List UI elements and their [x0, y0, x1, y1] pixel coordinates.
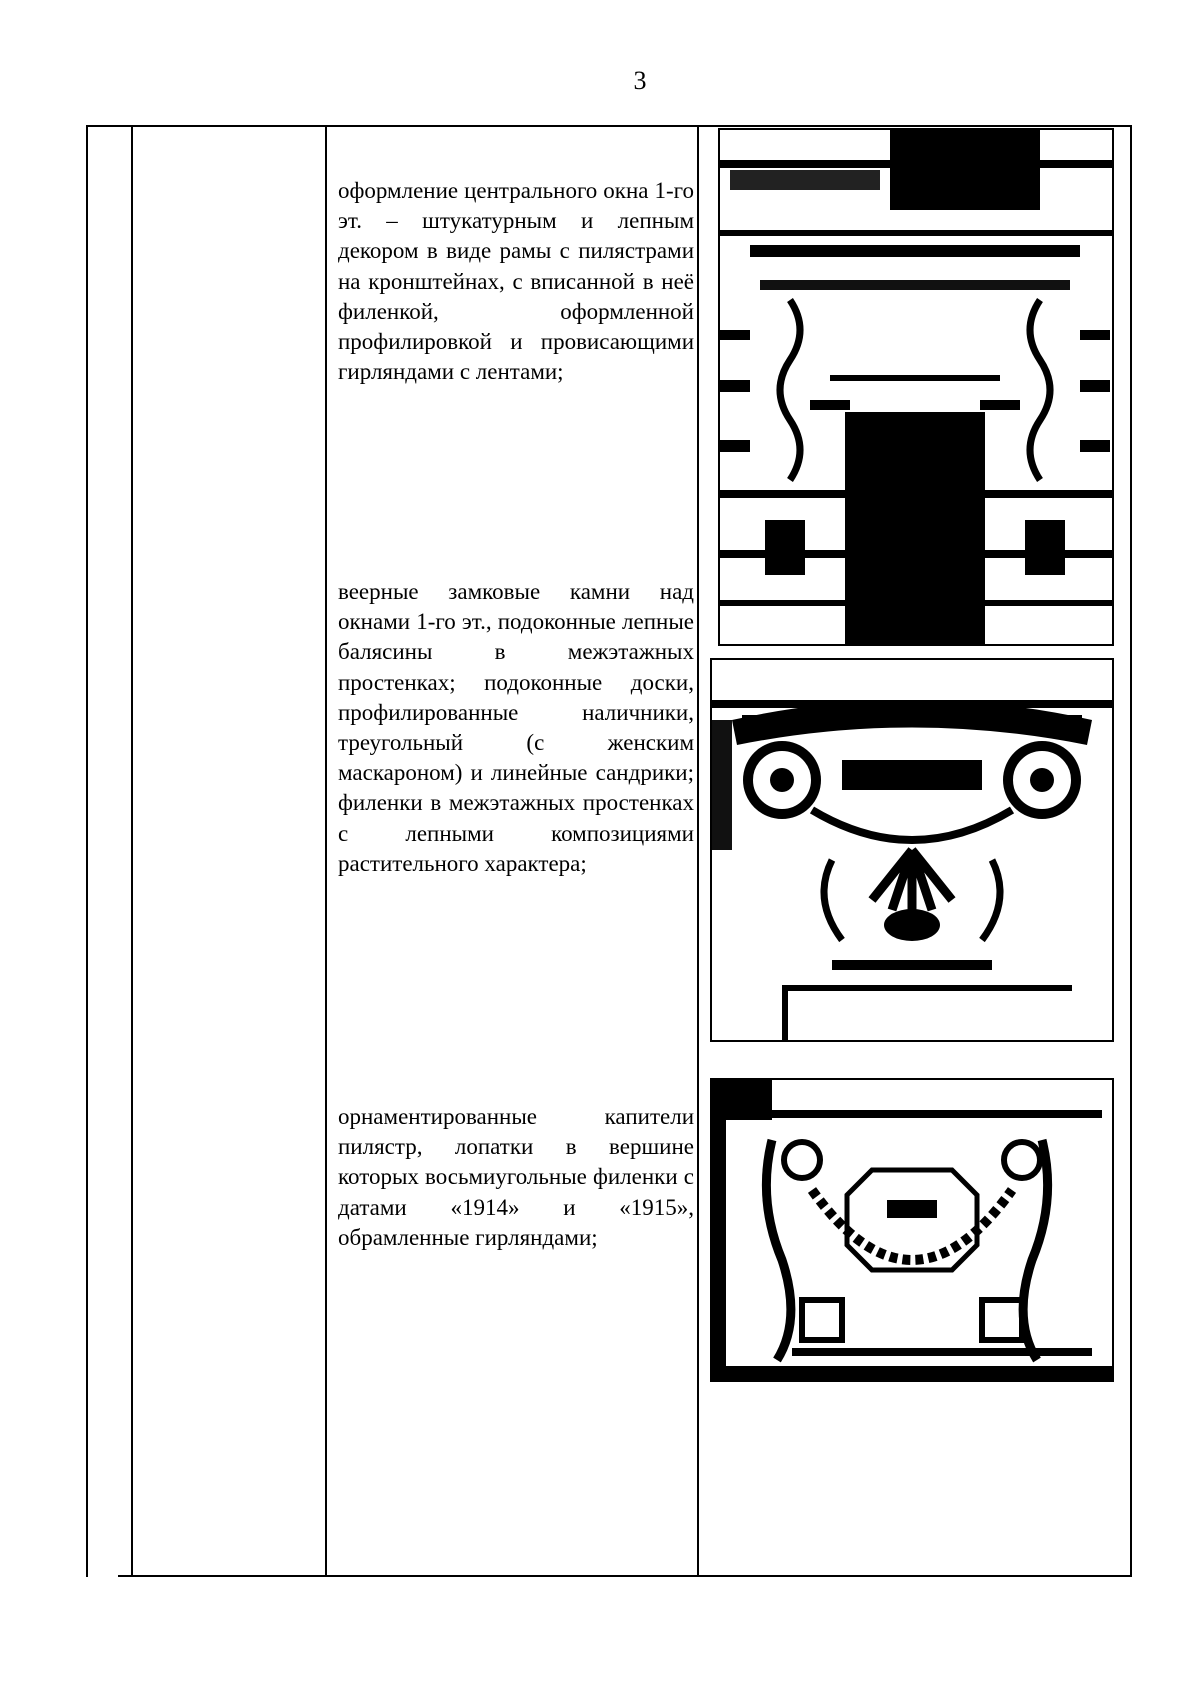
column-divider-3 [697, 125, 699, 1577]
keystone-mascaron-photo [710, 658, 1114, 1042]
description-central-window: оформление центрального окна 1-го эт. – штукатурным и лепным декором в виде рамы с пилястрами на кронштейнах, с вписанной в неё филенкой, оформленной профилировкой и провисающими гирляндами с лентами; [338, 178, 694, 385]
page-number: 3 [633, 66, 647, 95]
central-window-photo [718, 128, 1114, 646]
table-bottom-border [118, 1575, 1132, 1577]
column-divider-1 [131, 125, 133, 1577]
description-capitals: орнаментированные капители пилястр, лопатки в вершине которых восьмиугольные филенки с датами «1914» и «1915», обрамленные гирляндами; [338, 1104, 694, 1250]
table-top-border [86, 125, 1132, 127]
column-divider-2 [325, 125, 327, 1577]
table-right-border [1130, 125, 1132, 1577]
table-left-border [86, 125, 88, 1577]
description-keystones: веерные замковые камни над окнами 1-го эт., подоконные лепные балясины в межэтажных простенках; подоконные доски, профилированные наличники, треугольный (с женским маскароном) и линейные сандрики; филенки в межэтажных простенках с лепными композициями растительного характера; [338, 579, 694, 876]
dated-panel-photo [710, 1078, 1114, 1382]
